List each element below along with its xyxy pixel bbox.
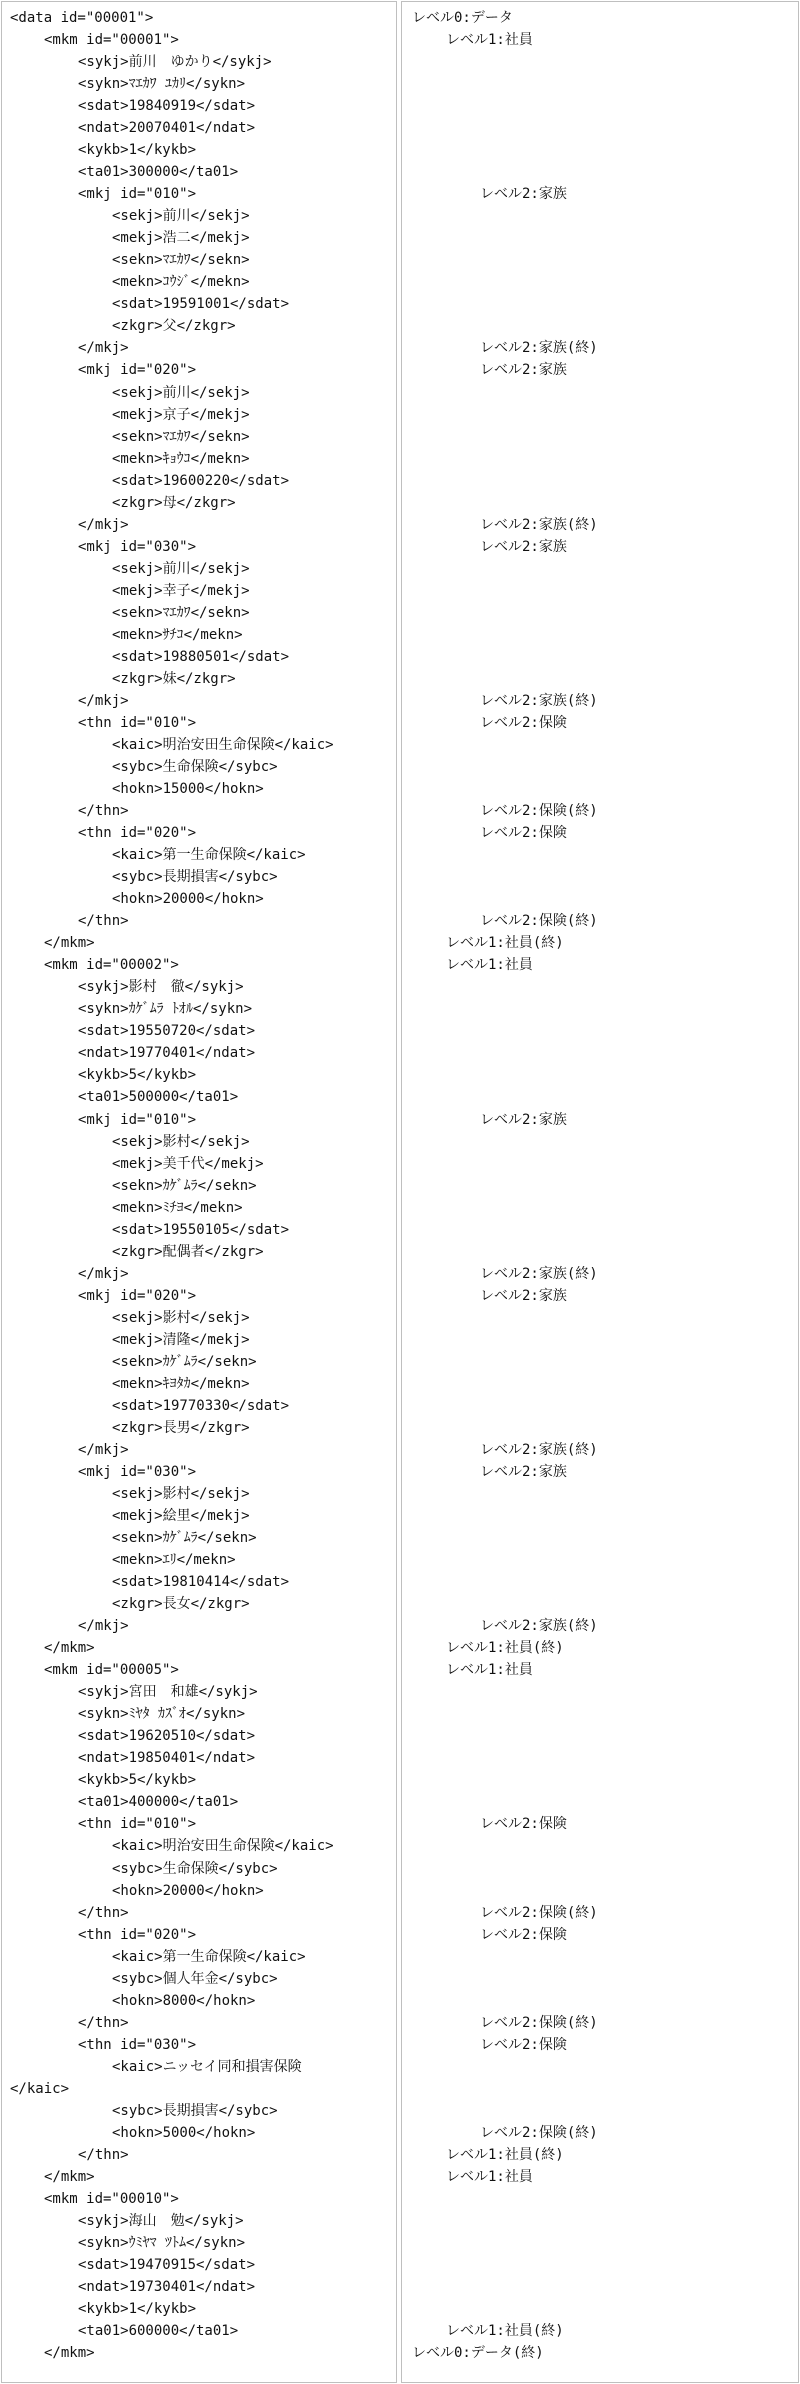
document-row	[0, 2078, 800, 2100]
level-label: レベル1:社員(終)	[446, 2146, 564, 2163]
xml-line: <mkj id="010">	[78, 186, 197, 203]
document-row	[0, 1880, 800, 1902]
xml-line: <sekj>前川</sekj>	[112, 560, 250, 577]
document-row	[0, 1659, 800, 1681]
document-row	[0, 1020, 800, 1042]
xml-line: <mekn>ｷﾖﾀｶ</mekn>	[112, 1375, 250, 1392]
xml-line: <sybc>長期損害</sybc>	[112, 2102, 278, 2119]
xml-line: </thn>	[78, 1904, 129, 1921]
xml-line: <data id="00001">	[10, 10, 154, 26]
document-row	[0, 2100, 800, 2122]
xml-line: </mkj>	[78, 692, 129, 709]
xml-line: <hokn>5000</hokn>	[112, 2124, 256, 2141]
document-row	[0, 1703, 800, 1725]
xml-line: <zkgr>長女</zkgr>	[112, 1596, 250, 1613]
xml-line: </kaic>	[10, 2080, 70, 2097]
document-row	[0, 1725, 800, 1747]
document-row	[0, 426, 800, 448]
level-label: レベル2:家族(終)	[480, 340, 598, 357]
level-label: レベル2:家族	[480, 1287, 567, 1304]
xml-line: <mkj id="030">	[78, 538, 197, 555]
document-row	[0, 117, 800, 139]
document-row	[0, 95, 800, 117]
xml-line: <zkgr>配偶者</zkgr>	[112, 1243, 264, 1260]
document-row	[0, 1461, 800, 1483]
document-row	[0, 492, 800, 514]
level-label: レベル2:保険(終)	[480, 913, 598, 930]
xml-line: <mkj id="030">	[78, 1463, 197, 1480]
xml-line: <ndat>19730401</ndat>	[78, 2279, 256, 2296]
xml-line: <sybc>長期損害</sybc>	[112, 869, 278, 886]
document-row	[0, 183, 800, 205]
xml-line: <sybc>生命保険</sybc>	[112, 759, 278, 776]
xml-line: <zkgr>父</zkgr>	[112, 318, 236, 335]
xml-line: <mkm id="00002">	[44, 957, 179, 974]
xml-line: <sekn>ｶｹﾞﾑﾗ</sekn>	[112, 1177, 257, 1194]
xml-line: <sekj>前川</sekj>	[112, 208, 250, 225]
xml-line: <zkgr>母</zkgr>	[112, 494, 236, 511]
document-row	[0, 2166, 800, 2188]
xml-line: <mekn>ｷｮｳｺ</mekn>	[112, 450, 250, 467]
level-label: レベル2:家族	[480, 186, 567, 203]
xml-line: </thn>	[78, 803, 129, 820]
xml-line: </mkj>	[78, 340, 129, 357]
xml-line: <sybc>個人年金</sybc>	[112, 1970, 278, 1987]
xml-line: <thn id="020">	[78, 1926, 197, 1943]
document-row	[0, 910, 800, 932]
document-row	[0, 1373, 800, 1395]
level-label: レベル1:社員	[446, 1662, 533, 1679]
document-row	[0, 1902, 800, 1924]
document-row	[0, 1527, 800, 1549]
document-row	[0, 249, 800, 271]
level-label: レベル2:家族	[480, 1463, 567, 1480]
level-label: レベル2:保険	[480, 1816, 567, 1833]
xml-line: <zkgr>妹</zkgr>	[112, 670, 236, 687]
xml-line: <ta01>600000</ta01>	[78, 2323, 239, 2340]
document-row	[0, 2144, 800, 2166]
xml-line: <ndat>19850401</ndat>	[78, 1750, 256, 1767]
document-row	[0, 1637, 800, 1659]
level-label: レベル1:社員(終)	[446, 2323, 564, 2340]
xml-line: <sdat>19591001</sdat>	[112, 296, 290, 313]
document-row	[0, 2012, 800, 2034]
xml-line: <sdat>19810414</sdat>	[112, 1574, 290, 1591]
document-row	[0, 1351, 800, 1373]
xml-line: </thn>	[78, 2146, 129, 2163]
level-label: レベル2:保険	[480, 714, 567, 731]
document-row	[0, 2122, 800, 2144]
document-row	[0, 139, 800, 161]
document-row	[0, 800, 800, 822]
xml-line: <mekn>ｺｳｼﾞ</mekn>	[112, 274, 250, 291]
xml-line: </mkm>	[44, 935, 95, 952]
document-row	[0, 448, 800, 470]
document-row	[0, 2254, 800, 2276]
xml-line: </mkm>	[44, 2168, 95, 2185]
document-row	[0, 51, 800, 73]
xml-line: <sekn>ｶｹﾞﾑﾗ</sekn>	[112, 1353, 257, 1370]
level-label: レベル2:家族	[480, 538, 567, 555]
xml-line: <kykb>1</kykb>	[78, 142, 197, 159]
xml-line: </mkj>	[78, 1441, 129, 1458]
document-row	[0, 1131, 800, 1153]
xml-line: <sykj>宮田 和雄</sykj>	[78, 1684, 258, 1701]
level-label: レベル2:家族	[480, 1111, 567, 1128]
document-row	[0, 161, 800, 183]
document-row	[0, 1307, 800, 1329]
document-row	[0, 1835, 800, 1857]
xml-line: <mekj>京子</mekj>	[112, 406, 250, 423]
xml-line: <hokn>20000</hokn>	[112, 1882, 264, 1899]
document-row	[0, 1505, 800, 1527]
xml-line: <kykb>5</kykb>	[78, 1772, 197, 1789]
level-label: レベル0:データ	[412, 10, 513, 26]
xml-line: <sdat>19620510</sdat>	[78, 1728, 256, 1745]
document-row	[0, 2320, 800, 2342]
document-row	[0, 954, 800, 976]
document-row	[0, 1924, 800, 1946]
xml-line: </mkj>	[78, 516, 129, 533]
xml-line: <mkm id="00001">	[44, 32, 179, 49]
document-row	[0, 1483, 800, 1505]
xml-line: <ta01>300000</ta01>	[78, 164, 239, 181]
level-label: レベル1:社員(終)	[446, 1640, 564, 1657]
document-row	[0, 1329, 800, 1351]
xml-line: <sykn>ﾏｴｶﾜ ﾕｶﾘ</sykn>	[78, 76, 246, 93]
document-row	[0, 1791, 800, 1813]
level-label: レベル2:家族(終)	[480, 1265, 598, 1282]
document-row	[0, 932, 800, 954]
document-row	[0, 1395, 800, 1417]
xml-line: <sdat>19770330</sdat>	[112, 1397, 290, 1414]
document-row	[0, 29, 800, 51]
document-row	[0, 73, 800, 95]
xml-line: <sekj>影村</sekj>	[112, 1309, 250, 1326]
document-row	[0, 866, 800, 888]
xml-line: <thn id="030">	[78, 2036, 197, 2053]
xml-line: <sykj>影村 徹</sykj>	[78, 979, 244, 996]
document-row	[0, 1086, 800, 1108]
document-row	[0, 227, 800, 249]
level-label: レベル2:保険	[480, 825, 567, 842]
xml-line: <ndat>19770401</ndat>	[78, 1045, 256, 1062]
xml-line: <sdat>19600220</sdat>	[112, 472, 290, 489]
xml-line: <ndat>20070401</ndat>	[78, 120, 256, 137]
document-row	[0, 1813, 800, 1835]
document-row	[0, 646, 800, 668]
xml-line: <sekj>影村</sekj>	[112, 1133, 250, 1150]
document-row	[0, 2342, 800, 2364]
level-label: レベル2:家族(終)	[480, 1618, 598, 1635]
xml-line: <kaic>第一生命保険</kaic>	[112, 847, 306, 864]
document-row	[0, 690, 800, 712]
xml-line: <sykn>ﾐﾔﾀ ｶｽﾞｵ</sykn>	[78, 1706, 246, 1723]
level-label: レベル2:家族	[480, 362, 567, 379]
level-label: レベル1:社員	[446, 32, 533, 49]
document-row	[0, 359, 800, 381]
document-row	[0, 315, 800, 337]
document-row	[0, 756, 800, 778]
xml-line: </mkj>	[78, 1618, 129, 1635]
xml-line: <sekn>ｶｹﾞﾑﾗ</sekn>	[112, 1530, 257, 1547]
document-row	[0, 1285, 800, 1307]
xml-line: </thn>	[78, 913, 129, 930]
level-label: レベル2:家族(終)	[480, 692, 598, 709]
document-row	[0, 382, 800, 404]
level-label: レベル2:保険(終)	[480, 2014, 598, 2031]
xml-line: <sdat>19840919</sdat>	[78, 98, 256, 115]
document-row	[0, 888, 800, 910]
xml-line: <thn id="010">	[78, 1816, 197, 1833]
xml-line: <ta01>500000</ta01>	[78, 1089, 239, 1106]
xml-line: <mekn>ｴﾘ</mekn>	[112, 1552, 236, 1569]
xml-line: <sykj>海山 勉</sykj>	[78, 2213, 244, 2229]
document-row	[0, 1109, 800, 1131]
document-row	[0, 2034, 800, 2056]
document-row	[0, 1747, 800, 1769]
document-row	[0, 1175, 800, 1197]
document-row	[0, 1593, 800, 1615]
document-row	[0, 822, 800, 844]
xml-line: <mekj>絵里</mekj>	[112, 1508, 250, 1525]
document-row	[0, 580, 800, 602]
level-label: レベル2:保険	[480, 1926, 567, 1943]
xml-line: <mkj id="020">	[78, 1287, 197, 1304]
xml-line: <hokn>20000</hokn>	[112, 891, 264, 908]
xml-line: </mkj>	[78, 1265, 129, 1282]
document-row	[0, 976, 800, 998]
document-row	[0, 712, 800, 734]
xml-line: <sdat>19550105</sdat>	[112, 1221, 290, 1238]
xml-line: <kaic>明治安田生命保険</kaic>	[112, 1838, 334, 1855]
level-label: レベル2:家族(終)	[480, 516, 598, 533]
level-label: レベル1:社員	[446, 2168, 533, 2185]
xml-line: <sykn>ｶｹﾞﾑﾗ ﾄｵﾙ</sykn>	[78, 1001, 253, 1018]
document-row	[0, 514, 800, 536]
document-row	[0, 668, 800, 690]
document-row	[0, 1241, 800, 1263]
xml-line: <mkm id="00010">	[44, 2190, 179, 2207]
xml-line: <mkj id="010">	[78, 1111, 197, 1128]
document-row	[0, 2056, 800, 2078]
document-row	[0, 558, 800, 580]
xml-line: <hokn>15000</hokn>	[112, 781, 264, 798]
level-label: レベル2:保険(終)	[480, 2124, 598, 2141]
xml-line: <kykb>5</kykb>	[78, 1067, 197, 1084]
level-label: レベル1:社員(終)	[446, 935, 564, 952]
xml-line: <mekj>浩二</mekj>	[112, 230, 250, 247]
document-row	[0, 271, 800, 293]
xml-line: <sdat>19470915</sdat>	[78, 2257, 256, 2274]
document-row	[0, 293, 800, 315]
xml-line: <kaic>第一生命保険</kaic>	[112, 1948, 306, 1965]
xml-line: <sdat>19880501</sdat>	[112, 648, 290, 665]
xml-line: <sekn>ﾏｴｶﾜ</sekn>	[112, 604, 250, 621]
document-row	[0, 1858, 800, 1880]
document-row	[0, 1769, 800, 1791]
level-label: レベル1:社員	[446, 957, 533, 974]
xml-line: <sykn>ｳﾐﾔﾏ ﾂﾄﾑ</sykn>	[78, 2235, 246, 2252]
document-row	[0, 2188, 800, 2210]
document-row	[0, 1153, 800, 1175]
xml-line: <mkj id="020">	[78, 362, 197, 379]
xml-line: <thn id="020">	[78, 825, 197, 842]
document-row	[0, 1571, 800, 1593]
document-row	[0, 1946, 800, 1968]
xml-line: </mkm>	[44, 1640, 95, 1657]
document-row	[0, 998, 800, 1020]
xml-line: </mkm>	[44, 2345, 95, 2362]
level-label: レベル2:保険(終)	[480, 1904, 598, 1921]
document-row	[0, 1968, 800, 1990]
xml-line: <kykb>1</kykb>	[78, 2301, 197, 2318]
level-label: レベル0:データ(終)	[412, 2345, 544, 2362]
xml-line: <mkm id="00005">	[44, 1662, 179, 1679]
document-row	[0, 1990, 800, 2012]
xml-line: <zkgr>長男</zkgr>	[112, 1419, 250, 1436]
xml-line: <sekj>影村</sekj>	[112, 1486, 250, 1502]
document-row	[0, 2210, 800, 2232]
xml-line: <sdat>19550720</sdat>	[78, 1023, 256, 1040]
xml-line: <thn id="010">	[78, 714, 197, 731]
xml-line: <sybc>生命保険</sybc>	[112, 1860, 278, 1877]
xml-line: <sykj>前川 ゆかり</sykj>	[78, 54, 272, 71]
document-row	[0, 624, 800, 646]
level-label: レベル2:保険(終)	[480, 803, 598, 820]
level-label: レベル2:保険	[480, 2036, 567, 2053]
xml-line: <sekj>前川</sekj>	[112, 384, 250, 401]
document-row	[0, 536, 800, 558]
xml-line: <mekj>美千代</mekj>	[112, 1155, 264, 1172]
document-row	[0, 602, 800, 624]
document-row	[0, 1263, 800, 1285]
document-row	[0, 7, 800, 29]
document-row	[0, 2232, 800, 2254]
document-row	[0, 778, 800, 800]
document-row	[0, 1549, 800, 1571]
document-row	[0, 2298, 800, 2320]
document-row	[0, 1615, 800, 1637]
document-row	[0, 844, 800, 866]
xml-line: <mekn>ﾐﾁﾖ</mekn>	[112, 1199, 243, 1216]
document-row	[0, 470, 800, 492]
document-row	[0, 1197, 800, 1219]
xml-line: <hokn>8000</hokn>	[112, 1992, 256, 2009]
document-row	[0, 1219, 800, 1241]
document-row	[0, 1439, 800, 1461]
document-row	[0, 1681, 800, 1703]
document-row	[0, 1064, 800, 1086]
xml-line: <kaic>ニッセイ同和損害保険	[112, 2058, 302, 2075]
xml-line: <sekn>ﾏｴｶﾜ</sekn>	[112, 252, 250, 269]
level-label: レベル2:家族(終)	[480, 1441, 598, 1458]
document-row	[0, 1042, 800, 1064]
xml-line: <kaic>明治安田生命保険</kaic>	[112, 736, 334, 753]
xml-line: </thn>	[78, 2014, 129, 2031]
document-row	[0, 205, 800, 227]
xml-line: <sekn>ﾏｴｶﾜ</sekn>	[112, 428, 250, 445]
document-row	[0, 337, 800, 359]
xml-line: <mekn>ｻﾁｺ</mekn>	[112, 626, 243, 643]
document-row	[0, 734, 800, 756]
xml-line: <mekj>幸子</mekj>	[112, 582, 250, 599]
document-row	[0, 404, 800, 426]
document-row	[0, 2276, 800, 2298]
xml-line: <mekj>清隆</mekj>	[112, 1331, 250, 1348]
xml-line: <ta01>400000</ta01>	[78, 1794, 239, 1811]
document-row	[0, 1417, 800, 1439]
